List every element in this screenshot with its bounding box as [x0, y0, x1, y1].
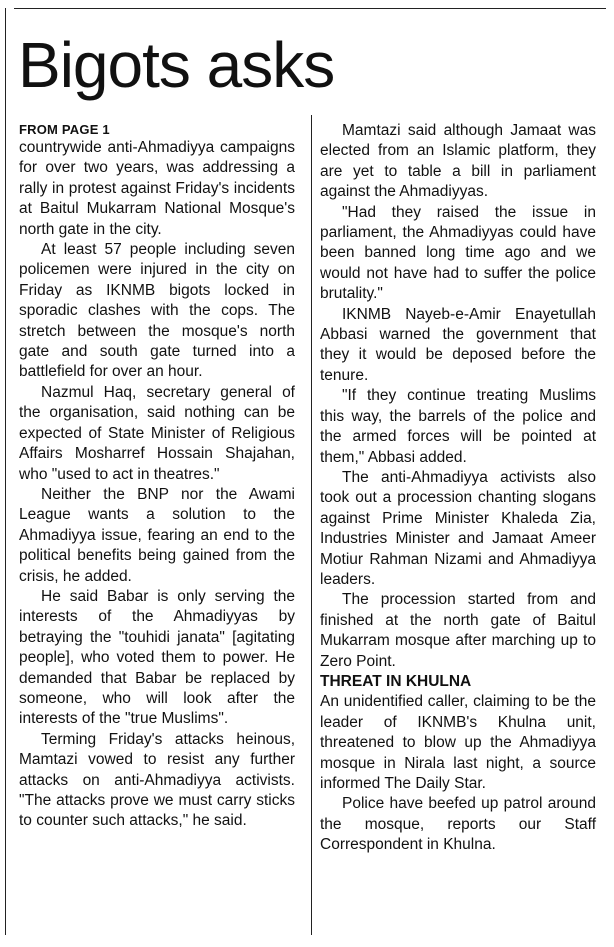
column-divider: [311, 115, 312, 935]
right-column: [320, 121, 596, 856]
headline: Bigots asks: [18, 29, 335, 101]
paragraph: The procession started from and finished at the north gate of Baitul Mukarram mosque after marching up to Zero Point.: [320, 591, 596, 670]
kicker: FROM PAGE 1: [19, 122, 110, 137]
paragraph: "If they continue treating Muslims this way, the barrels of the police and the armed forces will be pointed at them," Abbasi added.: [320, 387, 596, 466]
subheading: THREAT IN KHULNA: [320, 672, 472, 690]
paragraph: He said Babar is only serving the interests of the Ahmadiyyas by betraying the "touhidi janata" [agitating people], who voted them to power. He demanded that Babar be replaced by someone, who will look after the interests of the "true Muslims".: [19, 587, 295, 728]
left-column: [19, 121, 295, 832]
paragraph: Police have beefed up patrol around the mosque, reports our Staff Correspondent in Khulna.: [320, 795, 596, 854]
paragraph: At least 57 people including seven policemen were injured in the city on Friday as IKNMB bigots locked in sporadic clashes with the cops. The stretch between the mosque's north gate and south gate turned into a battlefield for over an hour.: [19, 241, 295, 381]
paragraph: Mamtazi said although Jamaat was elected from an Islamic platform, they are yet to table a bill in parliament against the Ahmadiyyas.: [320, 122, 596, 201]
paragraph: countrywide anti-Ahmadiyya campaigns for over two years, was addressing a rally in protest against Friday's incidents at Baitul Mukarram National Mosque's north gate in the city.: [19, 139, 295, 238]
paragraph: An unidentified caller, claiming to be the leader of IKNMB's Khulna unit, threatened to blow up the Ahmadiyya mosque in Nirala last night, a source informed The Daily Star.: [320, 693, 596, 792]
paragraph: Terming Friday's attacks heinous, Mamtazi vowed to resist any further attacks on anti-Ahmadiyya activists. "The attacks prove we must carry sticks to counter such attacks," he said.: [19, 730, 295, 830]
left-rule: [5, 8, 6, 935]
paragraph: The anti-Ahmadiyya activists also took out a procession chanting slogans against Prime Minister Khaleda Zia, Industries Minister and Jamaat Ameer Motiur Rahman Nizami and Ahmadiyya leaders.: [320, 468, 596, 588]
paragraph: "Had they raised the issue in parliament, the Ahmadiyyas could have been banned long time ago and we would not have had to suffer the police brutality.": [320, 203, 596, 303]
paragraph: Nazmul Haq, secretary general of the organisation, said nothing can be expected of State Minister of Religious Affairs Mosharref Hossain Shajahan, who "used to act in theatres.": [19, 383, 295, 483]
paragraph: Neither the BNP nor the Awami League wants a solution to the Ahmadiyya issue, fearing an end to the political benefits being gained from the crisis, he added.: [19, 485, 295, 585]
top-rule: [14, 8, 606, 9]
paragraph: IKNMB Nayeb-e-Amir Enayetullah Abbasi warned the government that they it would be deposed before the tenure.: [320, 305, 596, 384]
